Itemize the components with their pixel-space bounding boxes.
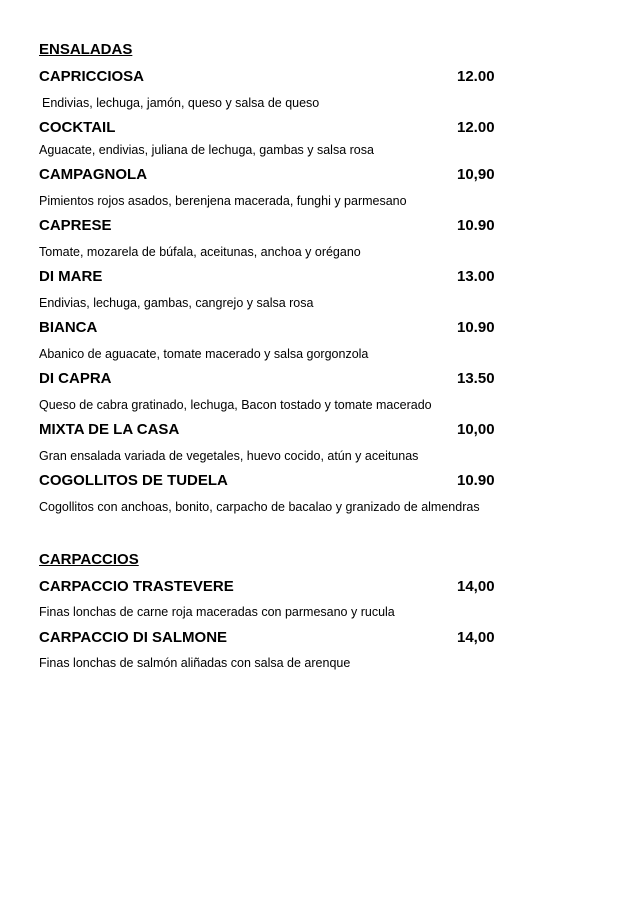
- item-name: CARPACCIO TRASTEVERE: [39, 578, 234, 595]
- item-name: BIANCA: [39, 319, 98, 336]
- item-price: 13.00: [457, 268, 495, 285]
- item-description: Aguacate, endivias, juliana de lechuga, gambas y salsa rosa: [39, 143, 374, 157]
- item-price: 10.90: [457, 319, 495, 336]
- item-description: Cogollitos con anchoas, bonito, carpacho de bacalao y granizado de almendras: [39, 500, 480, 514]
- item-name: DI MARE: [39, 268, 103, 285]
- item-price: 13.50: [457, 370, 495, 387]
- item-name: CARPACCIO DI SALMONE: [39, 629, 228, 646]
- item-name: CAPRESE: [39, 217, 112, 234]
- item-price: 10,90: [457, 166, 495, 183]
- item-description: Abanico de aguacate, tomate macerado y salsa gorgonzola: [39, 347, 369, 361]
- item-description: Gran ensalada variada de vegetales, huevo cocido, atún y aceitunas: [39, 449, 419, 463]
- item-name: DI CAPRA: [39, 370, 112, 387]
- item-price: 14,00: [457, 578, 495, 595]
- item-price: 10.90: [457, 472, 495, 489]
- item-description: Finas lonchas de salmón aliñadas con salsa de arenque: [39, 656, 351, 670]
- item-price: 14,00: [457, 629, 495, 646]
- item-name: COCKTAIL: [39, 119, 116, 136]
- section-title-carpaccios: CARPACCIOS: [39, 551, 139, 568]
- item-description: Tomate, mozarela de búfala, aceitunas, anchoa y orégano: [39, 245, 361, 259]
- item-price: 12.00: [457, 119, 495, 136]
- section-title-ensaladas: ENSALADAS: [39, 41, 133, 58]
- item-description: Finas lonchas de carne roja maceradas con parmesano y rucula: [39, 605, 395, 619]
- item-name: MIXTA DE LA CASA: [39, 421, 180, 438]
- item-description: Endivias, lechuga, jamón, queso y salsa de queso: [42, 96, 320, 110]
- item-price: 10.90: [457, 217, 495, 234]
- item-description: Queso de cabra gratinado, lechuga, Bacon tostado y tomate macerado: [39, 398, 432, 412]
- item-description: Endivias, lechuga, gambas, cangrejo y salsa rosa: [39, 296, 314, 310]
- item-price: 12.00: [457, 68, 495, 85]
- item-name: CAPRICCIOSA: [39, 68, 145, 85]
- item-description: Pimientos rojos asados, berenjena macerada, funghi y parmesano: [39, 194, 407, 208]
- item-name: CAMPAGNOLA: [39, 166, 148, 183]
- item-price: 10,00: [457, 421, 495, 438]
- item-name: COGOLLITOS DE TUDELA: [39, 472, 228, 489]
